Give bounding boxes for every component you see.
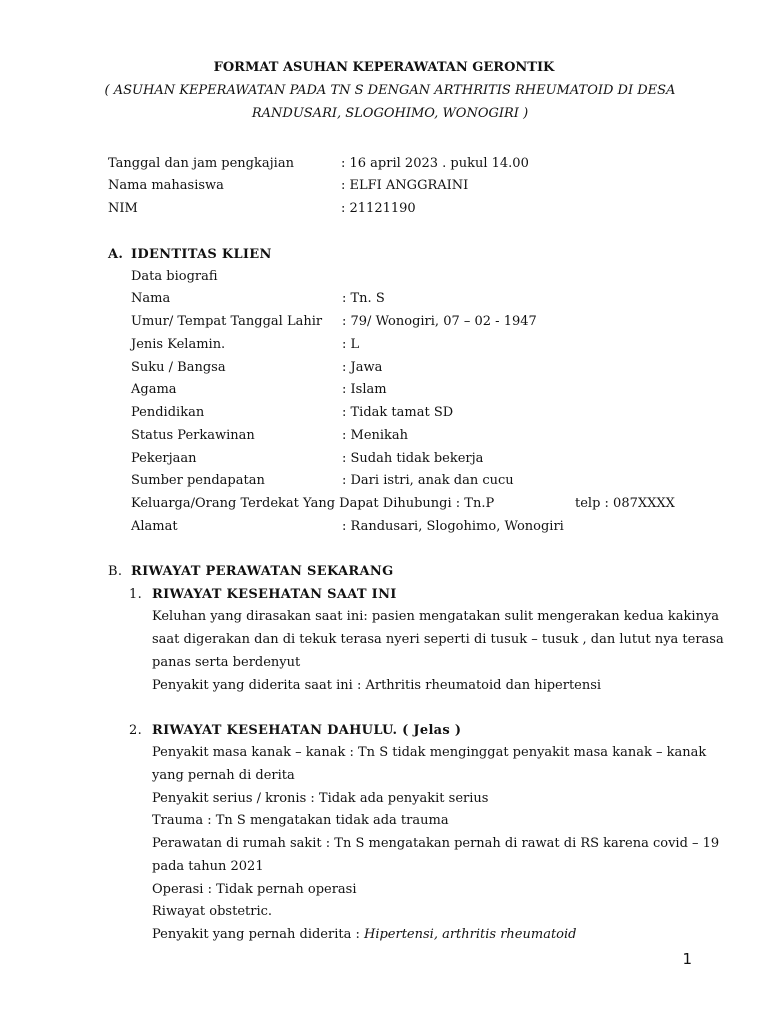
paragraph-line: Penyakit masa kanak – kanak : Tn S tidak menginggat penyakit masa kanak – kanak bbox=[152, 745, 707, 760]
subsection-2-number: 2. bbox=[129, 723, 143, 738]
field-label: Sumber pendapatan bbox=[131, 473, 265, 488]
field-value: : Sudah tidak bekerja bbox=[342, 451, 484, 466]
field-value: : Tidak tamat SD bbox=[342, 405, 454, 420]
meta-label: Nama mahasiswa bbox=[108, 178, 224, 193]
subsection-1-title: RIWAYAT KESEHATAN SAAT INI bbox=[152, 587, 397, 602]
field-value: : Islam bbox=[342, 382, 387, 397]
meta-label: Tanggal dan jam pengkajian bbox=[108, 156, 294, 171]
paragraph-line: pada tahun 2021 bbox=[152, 859, 264, 874]
field-label: Jenis Kelamin. bbox=[131, 337, 226, 352]
meta-label: NIM bbox=[108, 201, 138, 216]
paragraph-line: panas serta berdenyut bbox=[152, 655, 301, 670]
field-value: : Randusari, Slogohimo, Wonogiri bbox=[342, 519, 564, 534]
paragraph-line: Riwayat obstetric. bbox=[152, 904, 273, 919]
section-a-subtitle: Data biografi bbox=[131, 269, 218, 284]
field-label: Alamat bbox=[131, 519, 178, 534]
field-label: Nama bbox=[131, 291, 171, 306]
family-contact: Keluarga/Orang Terdekat Yang Dapat Dihubungi : Tn.P bbox=[131, 496, 495, 511]
subsection-2-title: RIWAYAT KESEHATAN DAHULU. ( Jelas ) bbox=[152, 723, 462, 738]
field-value: : Jawa bbox=[342, 360, 383, 375]
field-value: : 79/ Wonogiri, 07 – 02 - 1947 bbox=[342, 314, 537, 329]
paragraph-line: Perawatan di rumah sakit : Tn S mengatakan pernah di rawat di RS karena covid – 19 bbox=[152, 836, 720, 851]
section-a-title: IDENTITAS KLIEN bbox=[131, 247, 272, 262]
past-disease-value: Hipertensi, arthritis rheumatoid bbox=[363, 927, 577, 942]
field-value: : Tn. S bbox=[342, 291, 385, 306]
field-label: Agama bbox=[131, 382, 177, 397]
past-disease-label: Penyakit yang pernah diderita : bbox=[152, 927, 364, 942]
paragraph-line: Trauma : Tn S mengatakan tidak ada trauma bbox=[152, 813, 449, 828]
paragraph-line: Keluhan yang dirasakan saat ini: pasien mengatakan sulit mengerakan kedua kakinya bbox=[152, 609, 720, 624]
field-label: Umur/ Tempat Tanggal Lahir bbox=[131, 314, 323, 329]
meta-value: : 21121190 bbox=[341, 201, 416, 216]
field-label: Pendidikan bbox=[131, 405, 205, 420]
past-disease-line bbox=[152, 925, 576, 945]
paragraph-line: Penyakit serius / kronis : Tidak ada penyakit serius bbox=[152, 791, 489, 806]
family-contact-row bbox=[131, 494, 691, 514]
meta-value: : ELFI ANGGRAINI bbox=[341, 178, 469, 193]
field-value: : Menikah bbox=[342, 428, 409, 443]
subsection-1-number: 1. bbox=[129, 587, 143, 602]
field-label: Pekerjaan bbox=[131, 451, 197, 466]
document-subtitle-line-1: ( ASUHAN KEPERAWATAN PADA TN S DENGAN ARTHRITIS RHEUMATOID DI DESA bbox=[104, 83, 676, 98]
field-value: : Dari istri, anak dan cucu bbox=[342, 473, 514, 488]
document-title: FORMAT ASUHAN KEPERAWATAN GERONTIK bbox=[213, 60, 555, 75]
section-a-marker: A. bbox=[108, 247, 124, 262]
paragraph-line: Operasi : Tidak pernah operasi bbox=[152, 882, 357, 897]
family-phone: telp : 087XXXX bbox=[575, 496, 675, 511]
page-number: 1 bbox=[682, 950, 692, 968]
section-b-marker: B. bbox=[108, 564, 123, 579]
paragraph-line: yang pernah di derita bbox=[152, 768, 295, 783]
section-b-title: RIWAYAT PERAWATAN SEKARANG bbox=[131, 564, 394, 579]
field-label: Status Perkawinan bbox=[131, 428, 255, 443]
meta-value: : 16 april 2023 . pukul 14.00 bbox=[341, 156, 529, 171]
field-value: : L bbox=[342, 337, 360, 352]
field-label: Suku / Bangsa bbox=[131, 360, 226, 375]
paragraph-line: Penyakit yang diderita saat ini : Arthritis rheumatoid dan hipertensi bbox=[152, 678, 602, 693]
paragraph-line: saat digerakan dan di tekuk terasa nyeri seperti di tusuk – tusuk , dan lutut nya terasa bbox=[152, 632, 724, 647]
document-subtitle-line-2: RANDUSARI, SLOGOHIMO, WONOGIRI ) bbox=[251, 106, 529, 121]
